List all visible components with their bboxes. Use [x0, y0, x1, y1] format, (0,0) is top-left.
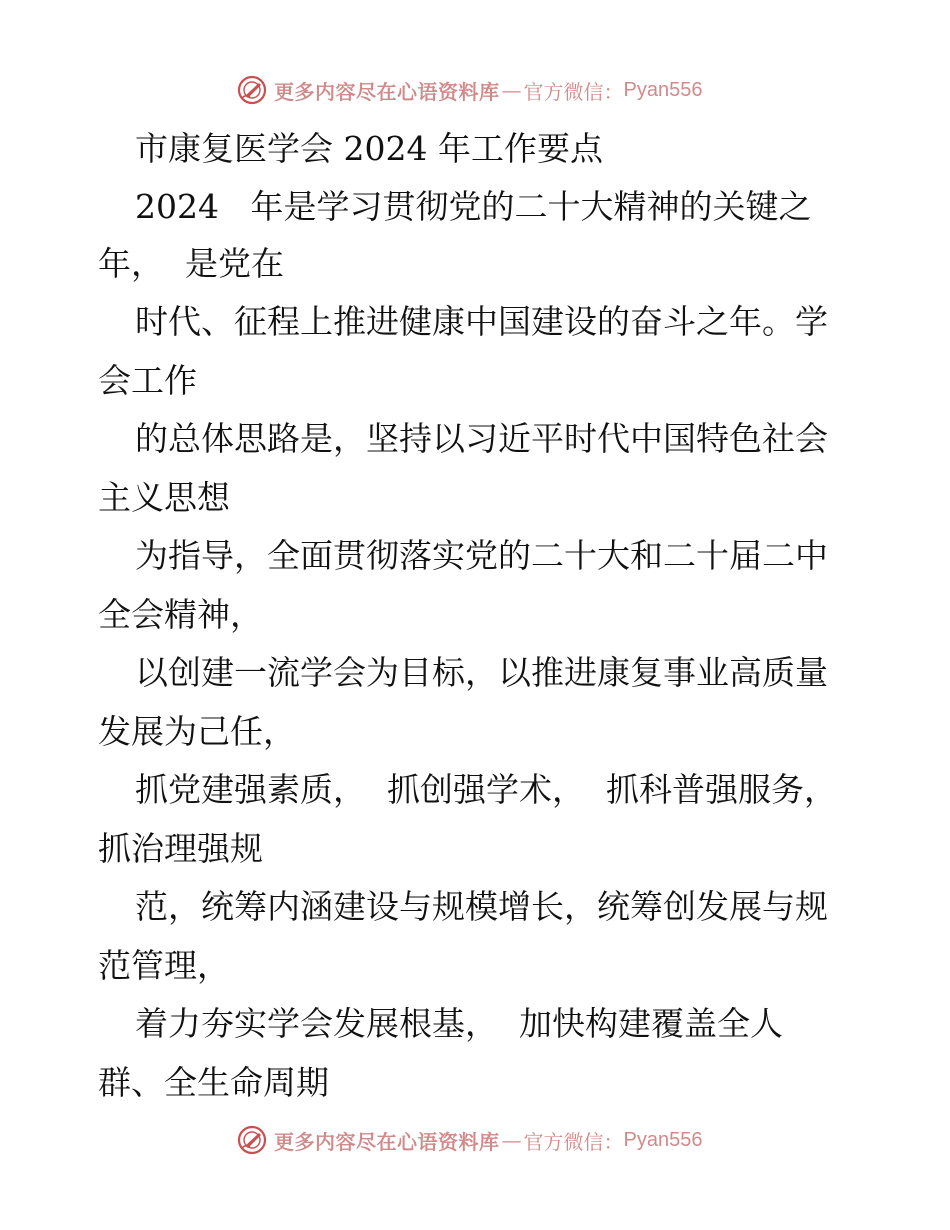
- body-line: 发展为己任，: [98, 712, 296, 751]
- footer-wechat-label: 官方微信：: [523, 1129, 624, 1154]
- footer-wechat-id: Pyan556: [623, 1128, 703, 1151]
- body-line: 主义思想: [98, 478, 230, 517]
- body-line: 抓党建强素质， 抓创强学术， 抓科普强服务，: [135, 770, 837, 809]
- body-line: 为指导，全面贯彻落实党的二十大和二十届二中: [135, 536, 828, 575]
- body-line: 范，统筹内涵建设与规模增长，统筹创发展与规: [135, 887, 828, 926]
- body-line: 着力夯实学会发展根基， 加快构建覆盖全人: [135, 1004, 783, 1043]
- header-wechat-id: Pyan556: [623, 78, 703, 101]
- body-line: 抓治理强规: [98, 829, 263, 868]
- body-line: 范管理，: [98, 946, 230, 985]
- body-line: 年， 是党在: [98, 244, 284, 283]
- footer-watermark-text: 更多内容尽在心语资料库: [274, 1129, 500, 1154]
- header-separator: —: [501, 78, 522, 102]
- body-line: 以创建一流学会为目标，以推进康复事业高质量: [135, 653, 828, 692]
- footer-separator: —: [501, 1128, 522, 1152]
- body-line: 群、全生命周期: [98, 1063, 329, 1102]
- header-watermark-text: 更多内容尽在心语资料库: [274, 79, 500, 104]
- document-title: 市康复医学会 2024 年工作要点: [135, 129, 603, 168]
- body-line: 的总体思路是，坚持以习近平时代中国特色社会: [135, 419, 828, 458]
- body-line: 全会精神，: [98, 595, 263, 634]
- footer-watermark-banner: [236, 1122, 716, 1158]
- body-line: 会工作: [98, 361, 197, 400]
- body-line: 时代、征程上推进健康中国建设的奋斗之年。学: [135, 302, 828, 341]
- body-line: 2024 年是学习贯彻党的二十大精神的关键之: [135, 187, 812, 226]
- header-wechat-label: 官方微信：: [523, 79, 624, 104]
- seal-logo-icon: [236, 1124, 268, 1156]
